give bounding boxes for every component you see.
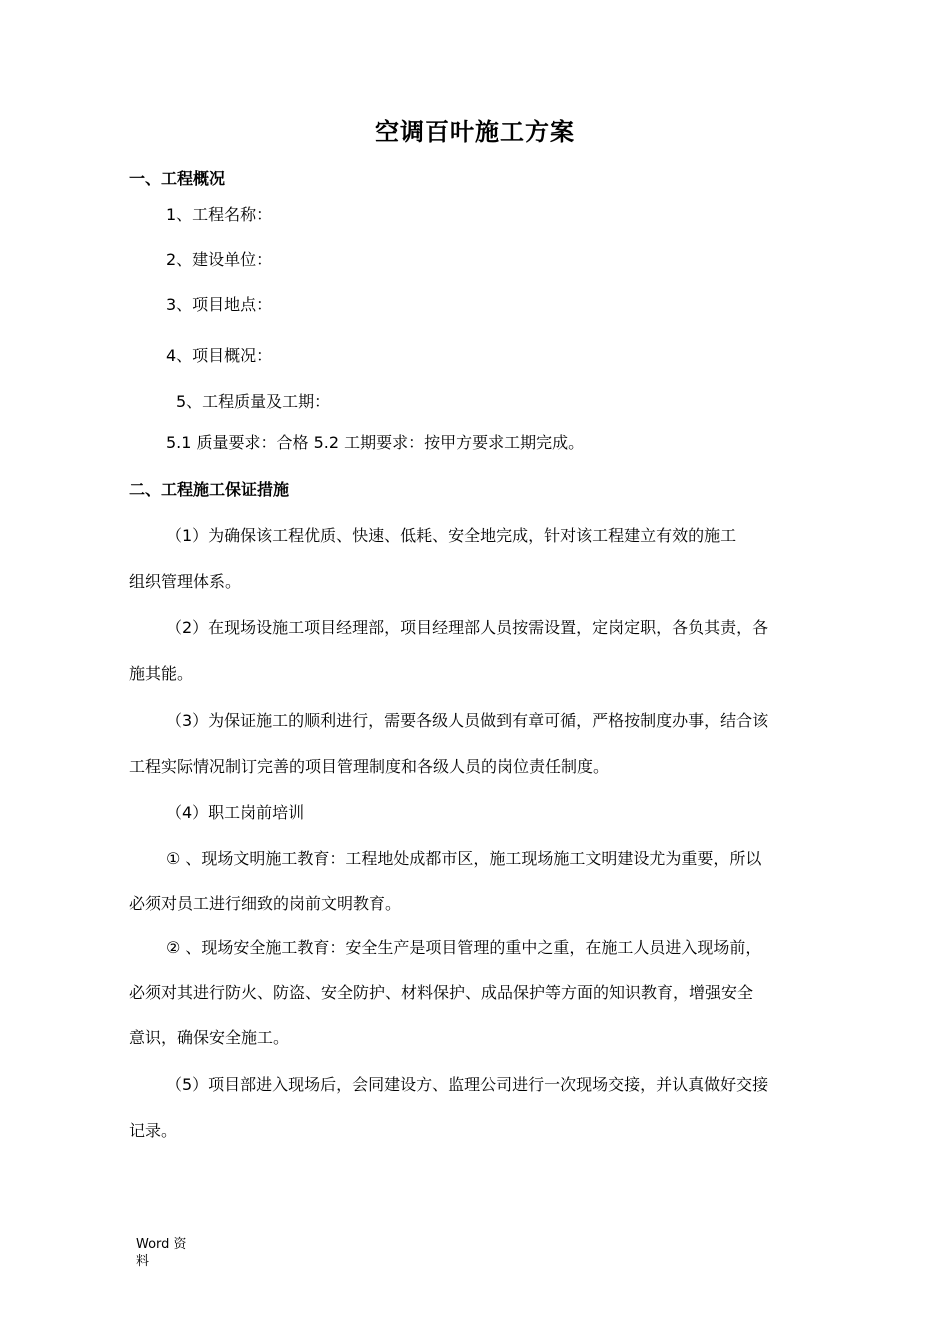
footer-line-1: Word 资 bbox=[136, 1237, 187, 1252]
quality-schedule-requirements: 5.1 质量要求：合格 5.2 工期要求：按甲方要求工期完成。 bbox=[166, 433, 585, 452]
overview-item-project-name: 1、工程名称： bbox=[166, 205, 273, 224]
measure-4-heading: （4）职工岗前培训 bbox=[166, 803, 305, 822]
overview-item-summary: 4、项目概况： bbox=[166, 346, 273, 365]
section-heading-measures: 二、工程施工保证措施 bbox=[129, 480, 290, 499]
measure-3-line-2: 工程实际情况制订完善的项目管理制度和各级人员的岗位责任制度。 bbox=[129, 757, 610, 776]
training-civilized-line-1: ① 、现场文明施工教育：工程地处成都市区，施工现场施工文明建设尤为重要，所以 bbox=[166, 849, 762, 868]
overview-item-quality-schedule: 5、工程质量及工期： bbox=[176, 392, 331, 411]
measure-5-line-2: 记录。 bbox=[129, 1121, 178, 1140]
footer-note bbox=[136, 1236, 187, 1270]
overview-item-location: 3、项目地点： bbox=[166, 295, 273, 314]
training-safety-line-3: 意识，确保安全施工。 bbox=[129, 1028, 290, 1047]
training-safety-line-2: 必须对其进行防火、防盗、安全防护、材料保护、成品保护等方面的知识教育，增强安全 bbox=[129, 983, 754, 1002]
footer-line-2: 料 bbox=[136, 1254, 150, 1269]
training-safety-line-1: ② 、现场安全施工教育：安全生产是项目管理的重中之重，在施工人员进入现场前， bbox=[166, 938, 762, 957]
document-title: 空调百叶施工方案 bbox=[375, 118, 575, 146]
measure-5-line-1: （5）项目部进入现场后，会同建设方、监理公司进行一次现场交接，并认真做好交接 bbox=[166, 1075, 769, 1094]
overview-item-client: 2、建设单位： bbox=[166, 250, 273, 269]
measure-3-line-1: （3）为保证施工的顺利进行，需要各级人员做到有章可循，严格按制度办事，结合该 bbox=[166, 711, 769, 730]
measure-2-line-1: （2）在现场设施工项目经理部，项目经理部人员按需设置，定岗定职，各负其责，各 bbox=[166, 618, 769, 637]
measure-1-line-2: 组织管理体系。 bbox=[129, 572, 242, 591]
training-civilized-line-2: 必须对员工进行细致的岗前文明教育。 bbox=[129, 894, 402, 913]
section-heading-overview: 一、工程概况 bbox=[129, 169, 226, 188]
measure-2-line-2: 施其能。 bbox=[129, 664, 194, 683]
measure-1-line-1: （1）为确保该工程优质、快速、低耗、安全地完成，针对该工程建立有效的施工 bbox=[166, 526, 737, 545]
